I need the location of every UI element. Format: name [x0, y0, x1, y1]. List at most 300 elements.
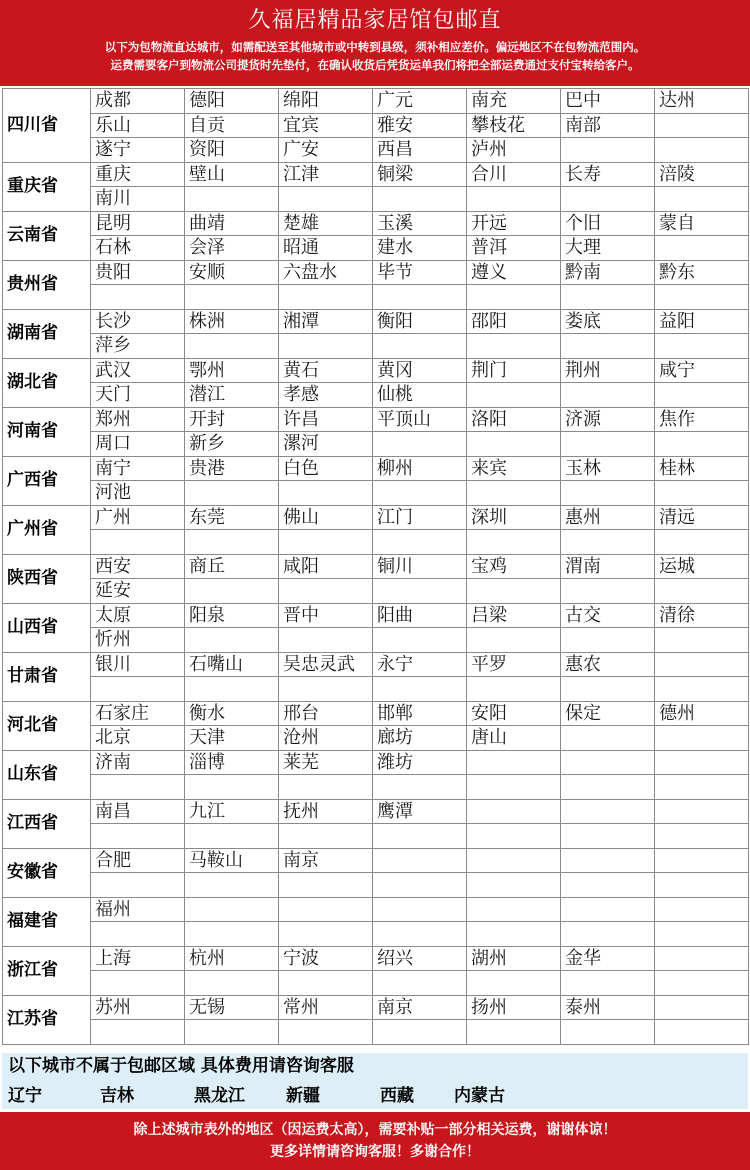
- city-cell: [91, 971, 185, 996]
- city-cell: 开封: [185, 407, 279, 432]
- city-cell: 忻州: [91, 628, 185, 653]
- city-cell: 吕梁: [467, 603, 561, 628]
- city-cell: [655, 799, 749, 824]
- table-row: [3, 309, 749, 334]
- table-row: [3, 236, 749, 261]
- city-cell: 黄石: [279, 358, 373, 383]
- city-cell: [467, 628, 561, 653]
- city-cell: 株洲: [185, 309, 279, 334]
- city-cell: 雅安: [373, 113, 467, 138]
- city-cell: 涪陵: [655, 162, 749, 187]
- city-cell: 吴忠灵武: [279, 652, 373, 677]
- city-cell: [373, 848, 467, 873]
- table-row: [3, 187, 749, 212]
- province-name: 湖北省: [3, 358, 91, 407]
- city-cell: [91, 1020, 185, 1045]
- city-cell: 渭南: [561, 554, 655, 579]
- city-cell: [561, 677, 655, 702]
- city-cell: 福州: [91, 897, 185, 922]
- table-row: [3, 995, 749, 1020]
- city-cell: 荆门: [467, 358, 561, 383]
- city-cell: 东莞: [185, 505, 279, 530]
- city-cell: [373, 285, 467, 310]
- city-cell: [91, 285, 185, 310]
- city-cell: [655, 334, 749, 359]
- city-cell: 江津: [279, 162, 373, 187]
- city-cell: [373, 481, 467, 506]
- table-row: [3, 750, 749, 775]
- shipping-note-line1: 以下为包物流直达城市，如需配送至其他城市或中转到县级，须补相应差价。偏远地区不在包物流范围内。: [104, 40, 646, 54]
- city-cell: 邵阳: [467, 309, 561, 334]
- city-cell: [561, 971, 655, 996]
- table-row: [3, 873, 749, 898]
- city-cell: 延安: [91, 579, 185, 604]
- city-cell: 大理: [561, 236, 655, 261]
- city-cell: 北京: [91, 726, 185, 751]
- province-name: 安徽省: [3, 848, 91, 897]
- footer-line1: 除上述城市表外的地区（因运费太高），需要补贴一部分相关运费，谢谢体谅！: [133, 1122, 617, 1138]
- city-cell: [185, 897, 279, 922]
- city-cell: 宝鸡: [467, 554, 561, 579]
- excluded-region: 辽宁: [8, 1086, 42, 1106]
- city-cell: 廊坊: [373, 726, 467, 751]
- city-cell: 天门: [91, 383, 185, 408]
- city-cell: [561, 726, 655, 751]
- city-cell: [467, 873, 561, 898]
- table-row: [3, 971, 749, 996]
- city-cell: [561, 873, 655, 898]
- city-cell: [279, 677, 373, 702]
- city-cell: 保定: [561, 701, 655, 726]
- city-cell: [655, 1020, 749, 1045]
- city-cell: [561, 799, 655, 824]
- table-row: [3, 113, 749, 138]
- city-cell: 昭通: [279, 236, 373, 261]
- city-table-body: [3, 89, 749, 1045]
- city-cell: 安顺: [185, 260, 279, 285]
- city-cell: [373, 1020, 467, 1045]
- city-cell: 泰州: [561, 995, 655, 1020]
- city-cell: [279, 481, 373, 506]
- city-cell: [373, 579, 467, 604]
- city-cell: 济源: [561, 407, 655, 432]
- table-row: [3, 358, 749, 383]
- city-cell: [561, 138, 655, 163]
- city-cell: [91, 530, 185, 555]
- city-cell: [279, 1020, 373, 1045]
- city-cell: [467, 775, 561, 800]
- city-cell: 江门: [373, 505, 467, 530]
- city-cell: 宁波: [279, 946, 373, 971]
- city-cell: 石林: [91, 236, 185, 261]
- province-name: 河北省: [3, 701, 91, 750]
- city-cell: [373, 187, 467, 212]
- city-cell: 南京: [279, 848, 373, 873]
- city-cell: 乐山: [91, 113, 185, 138]
- table-row: [3, 775, 749, 800]
- table-row: [3, 579, 749, 604]
- city-cell: [185, 922, 279, 947]
- city-cell: 石家庄: [91, 701, 185, 726]
- city-cell: 普洱: [467, 236, 561, 261]
- city-cell: [655, 873, 749, 898]
- city-cell: [561, 824, 655, 849]
- table-row: [3, 922, 749, 947]
- city-cell: [373, 971, 467, 996]
- province-name: 广西省: [3, 456, 91, 505]
- city-cell: [467, 1020, 561, 1045]
- city-cell: [279, 628, 373, 653]
- city-cell: [561, 530, 655, 555]
- city-cell: [467, 187, 561, 212]
- city-cell: 平罗: [467, 652, 561, 677]
- city-cell: 邯郸: [373, 701, 467, 726]
- city-cell: 达州: [655, 89, 749, 114]
- city-cell: [467, 824, 561, 849]
- city-cell: 黔东: [655, 260, 749, 285]
- city-cell: [655, 946, 749, 971]
- city-cell: [373, 897, 467, 922]
- excluded-region: 内蒙古: [454, 1086, 505, 1106]
- city-cell: 苏州: [91, 995, 185, 1020]
- city-cell: [561, 481, 655, 506]
- city-cell: 合肥: [91, 848, 185, 873]
- city-cell: 荆州: [561, 358, 655, 383]
- city-cell: [561, 775, 655, 800]
- city-cell: 柳州: [373, 456, 467, 481]
- city-cell: [467, 799, 561, 824]
- city-cell: [655, 971, 749, 996]
- city-cell: 湘潭: [279, 309, 373, 334]
- city-cell: 鄂州: [185, 358, 279, 383]
- city-cell: 自贡: [185, 113, 279, 138]
- city-cell: 壁山: [185, 162, 279, 187]
- city-cell: 铜川: [373, 554, 467, 579]
- city-cell: [655, 995, 749, 1020]
- city-cell: 六盘水: [279, 260, 373, 285]
- city-cell: 马鞍山: [185, 848, 279, 873]
- city-cell: 巴中: [561, 89, 655, 114]
- city-cell: [655, 628, 749, 653]
- city-cell: [655, 138, 749, 163]
- table-row: [3, 334, 749, 359]
- city-cell: 广州: [91, 505, 185, 530]
- table-row: [3, 162, 749, 187]
- city-cell: 鹰潭: [373, 799, 467, 824]
- city-cell: 咸阳: [279, 554, 373, 579]
- city-cell: [467, 481, 561, 506]
- city-cell: [467, 383, 561, 408]
- province-name: 广州省: [3, 505, 91, 554]
- city-cell: 抚州: [279, 799, 373, 824]
- city-cell: [655, 530, 749, 555]
- city-cell: 南川: [91, 187, 185, 212]
- city-cell: 咸宁: [655, 358, 749, 383]
- city-cell: [655, 579, 749, 604]
- city-cell: [467, 750, 561, 775]
- city-cell: 西安: [91, 554, 185, 579]
- city-cell: 来宾: [467, 456, 561, 481]
- city-cell: 平顶山: [373, 407, 467, 432]
- city-cell: 惠农: [561, 652, 655, 677]
- city-cell: 湖州: [467, 946, 561, 971]
- table-row: [3, 628, 749, 653]
- city-cell: 九江: [185, 799, 279, 824]
- city-cell: 开远: [467, 211, 561, 236]
- province-name: 湖南省: [3, 309, 91, 358]
- city-cell: 德州: [655, 701, 749, 726]
- table-row: [3, 211, 749, 236]
- city-cell: [561, 922, 655, 947]
- footer-line2: 更多详情请咨询客服！多谢合作！: [270, 1144, 480, 1160]
- city-cell: [561, 285, 655, 310]
- header-banner: [0, 0, 750, 86]
- city-cell: 娄底: [561, 309, 655, 334]
- city-cell: 许昌: [279, 407, 373, 432]
- city-cell: [279, 579, 373, 604]
- city-cell: [561, 383, 655, 408]
- city-cell: [655, 677, 749, 702]
- city-cell: [279, 775, 373, 800]
- city-cell: 扬州: [467, 995, 561, 1020]
- city-cell: 曲靖: [185, 211, 279, 236]
- city-cell: 绵阳: [279, 89, 373, 114]
- city-cell: 萍乡: [91, 334, 185, 359]
- city-cell: 上海: [91, 946, 185, 971]
- excluded-region-list: [2, 1079, 748, 1107]
- city-cell: 商丘: [185, 554, 279, 579]
- city-cell: 益阳: [655, 309, 749, 334]
- footer-banner: [0, 1112, 750, 1170]
- table-row: [3, 138, 749, 163]
- city-cell: 焦作: [655, 407, 749, 432]
- city-cell: [279, 922, 373, 947]
- city-cell: [185, 285, 279, 310]
- city-cell: [561, 1020, 655, 1045]
- city-cell: [373, 432, 467, 457]
- city-cell: 德阳: [185, 89, 279, 114]
- city-cell: [655, 848, 749, 873]
- table-row: [3, 89, 749, 114]
- city-cell: [373, 334, 467, 359]
- city-cell: 银川: [91, 652, 185, 677]
- table-row: [3, 824, 749, 849]
- city-cell: [279, 187, 373, 212]
- city-cell: [467, 432, 561, 457]
- city-cell: 古交: [561, 603, 655, 628]
- city-cell: 晋中: [279, 603, 373, 628]
- table-row: [3, 799, 749, 824]
- city-cell: [655, 897, 749, 922]
- city-cell: [91, 824, 185, 849]
- table-row: [3, 603, 749, 628]
- city-cell: 广元: [373, 89, 467, 114]
- city-cell: 潍坊: [373, 750, 467, 775]
- city-cell: 个旧: [561, 211, 655, 236]
- city-cell: [185, 824, 279, 849]
- city-cell: 泸州: [467, 138, 561, 163]
- city-cell: 深圳: [467, 505, 561, 530]
- province-name: 陕西省: [3, 554, 91, 603]
- page-title: 久福居精品家居馆包邮直: [248, 8, 502, 33]
- table-row: [3, 701, 749, 726]
- city-cell: [373, 530, 467, 555]
- city-cell: [373, 775, 467, 800]
- city-cell: [373, 628, 467, 653]
- city-cell: 新乡: [185, 432, 279, 457]
- city-cell: [655, 481, 749, 506]
- table-row: [3, 677, 749, 702]
- city-cell: 莱芜: [279, 750, 373, 775]
- excluded-heading: 以下城市不属于包邮区域 具体费用请咨询客服: [8, 1056, 354, 1076]
- city-cell: [467, 677, 561, 702]
- city-cell: 绍兴: [373, 946, 467, 971]
- city-cell: [373, 922, 467, 947]
- city-cell: 淄博: [185, 750, 279, 775]
- province-name: 四川省: [3, 89, 91, 163]
- city-cell: 河池: [91, 481, 185, 506]
- excluded-region: 西藏: [380, 1086, 414, 1106]
- city-cell: 广安: [279, 138, 373, 163]
- excluded-region: 黑龙江: [194, 1086, 245, 1106]
- city-cell: [467, 922, 561, 947]
- province-name: 江西省: [3, 799, 91, 848]
- city-cell: [185, 481, 279, 506]
- city-cell: [467, 579, 561, 604]
- city-cell: 昆明: [91, 211, 185, 236]
- city-cell: 清徐: [655, 603, 749, 628]
- city-cell: 南充: [467, 89, 561, 114]
- city-cell: [561, 897, 655, 922]
- city-cell: 沧州: [279, 726, 373, 751]
- province-name: 贵州省: [3, 260, 91, 309]
- table-row: [3, 652, 749, 677]
- city-cell: [279, 873, 373, 898]
- province-name: 重庆省: [3, 162, 91, 211]
- city-cell: [655, 652, 749, 677]
- excluded-region: 吉林: [100, 1086, 134, 1106]
- city-cell: 遂宁: [91, 138, 185, 163]
- shipping-note-line2: 运费需要客户到物流公司提货时先垫付，在确认收货后凭货运单我们将把全部运费通过支付宝转给客户。: [110, 58, 640, 72]
- city-cell: [279, 285, 373, 310]
- city-cell: [279, 530, 373, 555]
- city-cell: 阳泉: [185, 603, 279, 628]
- city-cell: 贵阳: [91, 260, 185, 285]
- city-cell: [655, 187, 749, 212]
- city-cell: 桂林: [655, 456, 749, 481]
- city-cell: 重庆: [91, 162, 185, 187]
- province-name: 山西省: [3, 603, 91, 652]
- city-cell: [373, 677, 467, 702]
- city-cell: [185, 187, 279, 212]
- city-cell: 周口: [91, 432, 185, 457]
- city-cell: [655, 824, 749, 849]
- table-row: [3, 726, 749, 751]
- table-row: [3, 456, 749, 481]
- city-cell: [185, 775, 279, 800]
- city-cell: [655, 285, 749, 310]
- city-cell: 西昌: [373, 138, 467, 163]
- city-cell: [279, 971, 373, 996]
- city-cell: [655, 750, 749, 775]
- province-name: 甘肃省: [3, 652, 91, 701]
- city-cell: 玉溪: [373, 211, 467, 236]
- excluded-region: 新疆: [286, 1086, 320, 1106]
- city-cell: [561, 750, 655, 775]
- table-row: [3, 383, 749, 408]
- city-cell: 遵义: [467, 260, 561, 285]
- city-cell: [467, 285, 561, 310]
- province-name: 云南省: [3, 211, 91, 260]
- city-cell: 南部: [561, 113, 655, 138]
- city-cell: [655, 726, 749, 751]
- city-cell: [91, 775, 185, 800]
- city-cell: 洛阳: [467, 407, 561, 432]
- city-cell: 石嘴山: [185, 652, 279, 677]
- city-cell: 安阳: [467, 701, 561, 726]
- city-cell: [467, 971, 561, 996]
- city-table: [2, 88, 749, 1045]
- excluded-region-panel: [2, 1053, 748, 1109]
- city-cell: 太原: [91, 603, 185, 628]
- city-cell: 天津: [185, 726, 279, 751]
- city-cell: 衡阳: [373, 309, 467, 334]
- province-name: 浙江省: [3, 946, 91, 995]
- city-cell: 玉林: [561, 456, 655, 481]
- city-cell: 郑州: [91, 407, 185, 432]
- city-cell: [185, 334, 279, 359]
- city-cell: [561, 579, 655, 604]
- province-name: 河南省: [3, 407, 91, 456]
- city-cell: 漯河: [279, 432, 373, 457]
- city-cell: 蒙自: [655, 211, 749, 236]
- city-cell: 杭州: [185, 946, 279, 971]
- city-cell: 唐山: [467, 726, 561, 751]
- table-row: [3, 1020, 749, 1045]
- city-cell: [655, 113, 749, 138]
- city-cell: 佛山: [279, 505, 373, 530]
- city-cell: [467, 334, 561, 359]
- province-name: 江苏省: [3, 995, 91, 1044]
- table-row: [3, 505, 749, 530]
- city-cell: [373, 824, 467, 849]
- city-cell: 金华: [561, 946, 655, 971]
- city-cell: [561, 432, 655, 457]
- city-cell: 资阳: [185, 138, 279, 163]
- city-cell: [91, 873, 185, 898]
- city-cell: [655, 383, 749, 408]
- city-cell: 仙桃: [373, 383, 467, 408]
- city-cell: 建水: [373, 236, 467, 261]
- city-cell: 黄冈: [373, 358, 467, 383]
- city-cell: 无锡: [185, 995, 279, 1020]
- city-cell: [561, 334, 655, 359]
- city-cell: 宜宾: [279, 113, 373, 138]
- city-cell: [655, 432, 749, 457]
- table-row: [3, 285, 749, 310]
- city-cell: 潜江: [185, 383, 279, 408]
- city-cell: 铜梁: [373, 162, 467, 187]
- city-cell: [185, 579, 279, 604]
- table-row: [3, 481, 749, 506]
- city-cell: 孝感: [279, 383, 373, 408]
- city-cell: [561, 187, 655, 212]
- table-row: [3, 432, 749, 457]
- city-cell: 南宁: [91, 456, 185, 481]
- table-row: [3, 946, 749, 971]
- city-cell: 南昌: [91, 799, 185, 824]
- city-cell: 黔南: [561, 260, 655, 285]
